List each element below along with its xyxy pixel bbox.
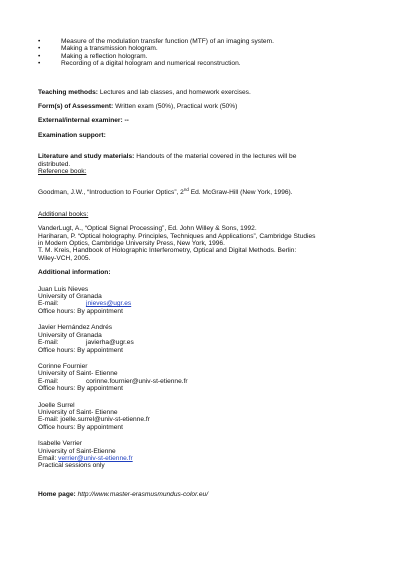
literature-section [38, 153, 368, 262]
email-link[interactable]: jnieves@ugr.es [86, 300, 132, 308]
literature-label: Literature and study materials: [38, 153, 135, 161]
reference-book-superscript: nd [183, 187, 189, 193]
list-item: • Making a transmission hologram. [38, 45, 368, 52]
contact-name: Isabelle Verrier [38, 440, 82, 448]
list-item: Wiley-VCH, 2005. [38, 254, 91, 262]
contact-name: Juan Luis Nieves [38, 285, 89, 293]
contact-organization: University of Granada [38, 293, 102, 301]
contact-organization: University of Granada [38, 331, 102, 339]
home-page-url[interactable]: http://www.master-erasmusmundus-color.eu/ [77, 490, 209, 498]
reference-book-text: Goodman, J.W., “Introduction to Fourier Optics”, 2 [38, 189, 184, 197]
examination-support: Examination support: [38, 131, 106, 139]
contact-organization: University of Saint- Etienne [38, 408, 118, 416]
list-item: • Measure of the modulation transfer function (MTF) of an imaging system. [38, 38, 368, 45]
reference-book-label: Reference book: [38, 168, 87, 175]
email-link[interactable]: verrier@univ-st-etienne.fr [58, 454, 133, 462]
email-text[interactable]: corinne.fournier@univ-st-etienne.fr [86, 377, 188, 385]
contact-card [38, 402, 368, 432]
email-label: E-mail: [38, 339, 59, 347]
additional-information [38, 269, 368, 470]
contact-name: Javier Hernández Andrés [38, 324, 113, 332]
contact-organization: University of Saint-Etienne [38, 447, 116, 455]
contact-name: Joelle Surrel [38, 401, 75, 409]
home-page-label: Home page: [38, 490, 76, 498]
list-item: T. M. Kreis, Handbook of Holographic Interferometry, Optical and Digital Methods. Berlin: [38, 247, 297, 255]
additional-books-list [38, 225, 368, 262]
activity-list [38, 38, 368, 68]
contact-email-line[interactable]: E-mail: joelle.surrel@univ-st-etienne.fr [38, 416, 150, 424]
document-page [38, 38, 368, 498]
teaching-methods-label: Teaching methods: [38, 88, 98, 96]
contact-card [38, 363, 368, 393]
list-item: • Recording of a digital hologram and numerical reconstruction. [38, 60, 368, 67]
contact-office-hours: Office hours: By appointment [38, 307, 123, 315]
contact-card [38, 286, 368, 316]
contact-name: Corinne Fournier [38, 362, 88, 370]
additional-books-label: Additional books: [38, 210, 89, 218]
assessment-label: Form(s) of Assessment: [38, 102, 114, 110]
email-label: Email: [38, 454, 57, 462]
list-item: Hariharan, P. “Optical holography. Principles, Techniques and Applications”, Cambridge Studies [38, 232, 316, 240]
reference-book-entry [38, 189, 368, 196]
email-label: E-mail: [38, 377, 59, 385]
teaching-methods [38, 89, 368, 96]
email-label: E-mail: [38, 300, 59, 308]
list-item: VanderLugt, A., “Optical Signal Processing”, Ed. John Willey & Sons, 1992. [38, 225, 257, 233]
list-item: • Making a reflection hologram. [38, 53, 368, 60]
contact-office-hours: Office hours: By appointment [38, 346, 123, 354]
reference-book-text-end: Ed. McGraw-Hill (New York, 1996). [188, 189, 293, 197]
assessment-text: Written exam (50%), Practical work (50%) [115, 102, 238, 110]
additional-information-label: Additional information: [38, 269, 111, 277]
assessment [38, 103, 368, 110]
contact-office-hours: Office hours: By appointment [38, 385, 123, 393]
contact-card [38, 324, 368, 354]
list-item: in Modern Optics, Cambridge University Press, New York, 1996. [38, 240, 225, 248]
examiner: External/internal examiner: -- [38, 117, 129, 125]
email-text[interactable]: javierha@ugr.es [86, 339, 134, 347]
contact-email-row [38, 378, 368, 385]
contact-office-hours: Office hours: By appointment [38, 423, 123, 431]
contact-email-row [38, 339, 368, 346]
home-page [38, 491, 368, 498]
contact-note: Practical sessions only [38, 462, 105, 470]
contact-organization: University of Saint- Etienne [38, 370, 118, 378]
contact-email-row [38, 300, 368, 307]
literature-text: Handouts of the material covered in the lectures will be [136, 153, 297, 161]
literature-text-continued: distributed. [38, 160, 71, 168]
teaching-methods-text: Lectures and lab classes, and homework exercises. [99, 88, 251, 96]
contact-card [38, 440, 368, 470]
contact-email-row [38, 455, 368, 462]
